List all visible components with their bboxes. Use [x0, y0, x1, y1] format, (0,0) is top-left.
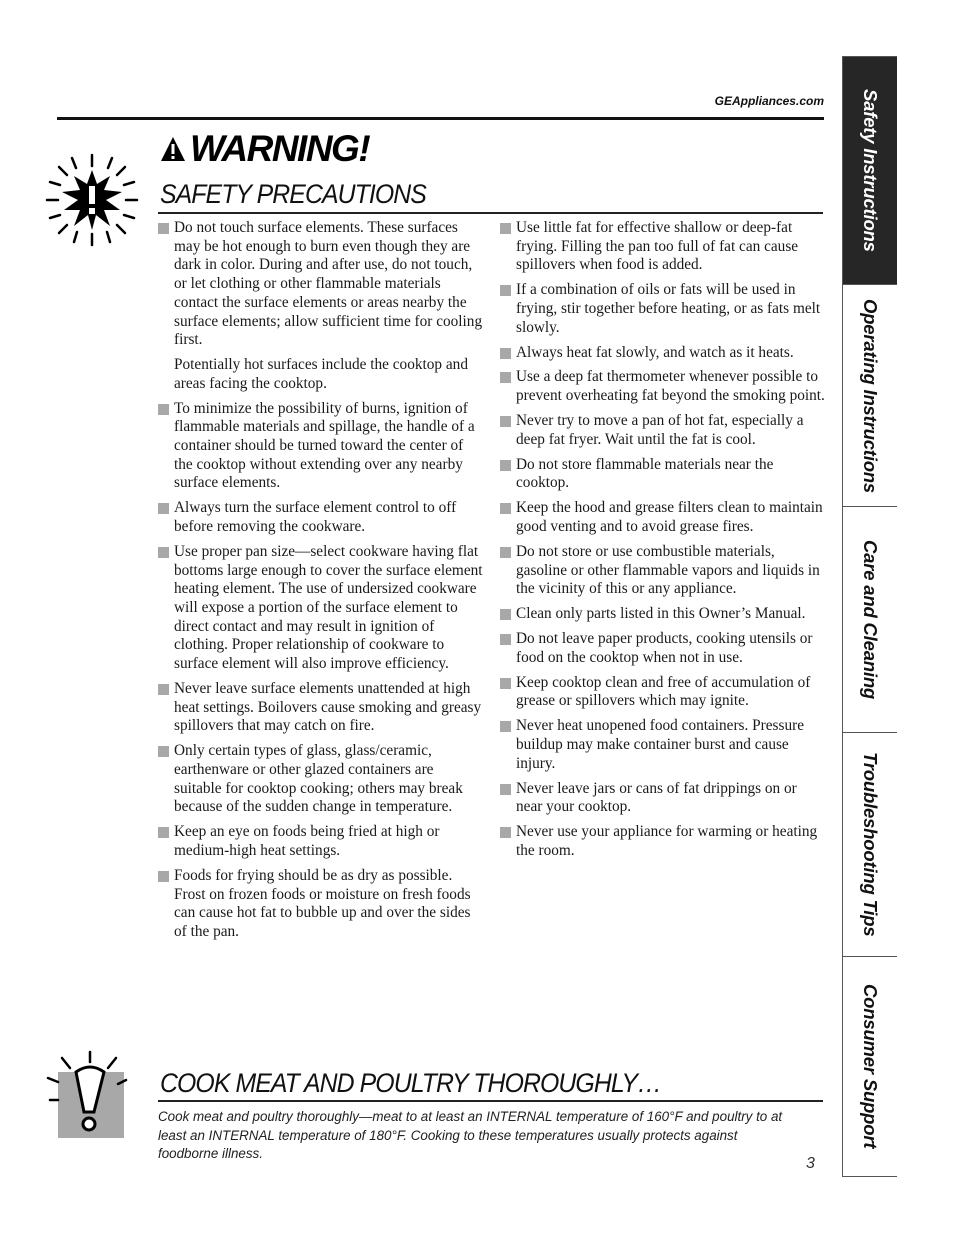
- safety-item-text: Only certain types of glass, glass/ceramic, earthenware or other glazed containers are suitable for cooktop cooking; others may break because of the sudden change in temperature.: [174, 742, 463, 816]
- safety-item-text: Use little fat for effective shallow or deep-fat frying. Filling the pan too full of fat can cause spillovers when food is added.: [516, 219, 799, 274]
- square-bullet-icon: [500, 609, 511, 620]
- square-bullet-icon: [158, 223, 169, 234]
- square-bullet-icon: [158, 503, 169, 514]
- cook-rule: [158, 1100, 823, 1102]
- safety-item-text: To minimize the possibility of burns, ignition of flammable materials and spillage, the handle of a container should be turned toward the center of the cooktop without extending over any nearby surface elements.: [174, 399, 475, 492]
- safety-item-text: Clean only parts listed in this Owner’s Manual.: [516, 605, 806, 623]
- tab-label: Safety Instructions: [860, 89, 881, 252]
- safety-item-text: Foods for frying should be as dry as possible. Frost on frozen foods or moisture on fresh foods can cause hot fat to bubble up and over the sides of the pan.: [174, 866, 471, 940]
- website-url: GEAppliances.com: [714, 94, 824, 108]
- tab-label: Care and Cleaning: [860, 539, 881, 700]
- safety-item: [500, 717, 826, 773]
- safety-item: [158, 742, 484, 817]
- safety-item-text: Do not store or use combustible materials, gasoline or other flammable vapors and liquids in the vicinity of this or any appliance.: [516, 542, 820, 598]
- square-bullet-icon: [500, 285, 511, 296]
- safety-item: [500, 823, 826, 860]
- caution-exclamation-icon: [46, 1050, 128, 1140]
- safety-item: [500, 456, 826, 493]
- safety-item-text: Do not store flammable materials near the cooktop.: [516, 455, 774, 492]
- square-bullet-icon: [158, 827, 169, 838]
- safety-item: [158, 543, 484, 674]
- square-bullet-icon: [500, 503, 511, 514]
- safety-item-text: Never try to move a pan of hot fat, especially a deep fat fryer. Wait until the fat is cool.: [516, 412, 804, 448]
- cook-meat-text: Cook meat and poultry thoroughly—meat to at least an INTERNAL temperature of 160°F and poultry to at least an INTERNAL temperature of 180°F. Cooking to these temperatures usually protects against foodborne illness.: [158, 1109, 783, 1161]
- square-bullet-icon: [158, 547, 169, 558]
- safety-item: [500, 412, 826, 449]
- safety-item: [158, 680, 484, 736]
- safety-item-text: Keep cooktop clean and free of accumulation of grease or spillovers which may ignite.: [516, 673, 811, 710]
- safety-item: [500, 219, 826, 275]
- square-bullet-icon: [500, 547, 511, 558]
- square-bullet-icon: [500, 784, 511, 795]
- tab-care-and-cleaning[interactable]: [843, 507, 897, 733]
- square-bullet-icon: [500, 634, 511, 645]
- safety-column-right: [500, 219, 826, 867]
- tab-safety-instructions[interactable]: [843, 57, 897, 285]
- safety-item: [500, 499, 826, 536]
- safety-precautions-heading: SAFETY PRECAUTIONS: [160, 179, 426, 209]
- safety-item: [500, 780, 826, 817]
- square-bullet-icon: [500, 827, 511, 838]
- header-rule: [57, 117, 824, 120]
- safety-item: [158, 400, 484, 494]
- safety-item: [158, 219, 484, 393]
- explosion-warning-icon: [44, 152, 140, 248]
- cook-meat-heading: COOK MEAT AND POULTRY THOROUGHLY…: [160, 1068, 662, 1098]
- warning-title-text: WARNING!: [190, 128, 370, 169]
- tab-label: Operating Instructions: [860, 298, 881, 493]
- safety-item: [500, 344, 826, 363]
- safety-item: [500, 281, 826, 337]
- safety-item-text: Never use your appliance for warming or heating the room.: [516, 823, 818, 859]
- safety-column-left: [158, 219, 484, 948]
- square-bullet-icon: [500, 721, 511, 732]
- safety-item-text: Never leave surface elements unattended at high heat settings. Boilovers cause smoking and greasy spillovers that may catch on fire.: [174, 679, 482, 735]
- tab-consumer-support[interactable]: [843, 957, 897, 1176]
- square-bullet-icon: [500, 460, 511, 471]
- safety-item-text: Always turn the surface element control to off before removing the cookware.: [174, 499, 457, 535]
- square-bullet-icon: [500, 372, 511, 383]
- safety-item-text: Never leave jars or cans of fat drippings on or near your cooktop.: [516, 779, 797, 816]
- safety-item: [500, 368, 826, 405]
- section-rule: [158, 212, 823, 214]
- square-bullet-icon: [500, 223, 511, 234]
- safety-item: [500, 543, 826, 599]
- safety-item: [158, 823, 484, 860]
- tab-operating-instructions[interactable]: [843, 285, 897, 507]
- safety-item: [500, 674, 826, 711]
- tab-label: Troubleshooting Tips: [860, 752, 881, 937]
- safety-item-text: Potentially hot surfaces include the cooktop and areas facing the cooktop.: [174, 355, 468, 392]
- safety-item: [500, 605, 826, 624]
- safety-item-text: Never heat unopened food containers. Pressure buildup may make container burst and cause injury.: [516, 717, 804, 772]
- safety-item-text: Do not touch surface elements. These surfaces may be hot enough to burn even though they are dark in color. During and after use, do not touch, or let clothing or other flammable materials contact the surface elements or areas nearby the surface elements; allow sufficient time for cooling first.: [174, 219, 483, 349]
- square-bullet-icon: [500, 678, 511, 689]
- safety-item-text: Keep an eye on foods being fried at high or medium-high heat settings.: [174, 823, 440, 859]
- square-bullet-icon: [500, 348, 511, 359]
- safety-item: [158, 499, 484, 536]
- square-bullet-icon: [158, 404, 169, 415]
- page-number: 3: [806, 1155, 815, 1172]
- safety-item: [158, 867, 484, 942]
- safety-item-text: Always heat fat slowly, and watch as it heats.: [516, 343, 794, 361]
- square-bullet-icon: [158, 684, 169, 695]
- safety-item-text: Use a deep fat thermometer whenever possible to prevent overheating fat beyond the smoking point.: [516, 368, 825, 405]
- safety-item-text: Use proper pan size—select cookware having flat bottoms large enough to cover the surface element heating element. The use of undersized cookware will expose a portion of the surface element to direct contact and may result in ignition of clothing. Proper relationship of cookware to surface element will also improve efficiency.: [174, 542, 483, 673]
- warning-title: [160, 128, 369, 170]
- safety-item-text: Do not leave paper products, cooking utensils or food on the cooktop when not in use.: [516, 630, 813, 666]
- square-bullet-icon: [500, 416, 511, 427]
- safety-item-text: Keep the hood and grease filters clean to maintain good venting and to avoid grease fires.: [516, 499, 823, 535]
- square-bullet-icon: [158, 746, 169, 757]
- safety-item-text: If a combination of oils or fats will be used in frying, stir together before heating, or as fats melt slowly.: [516, 281, 821, 336]
- square-bullet-icon: [158, 871, 169, 882]
- tab-troubleshooting-tips[interactable]: [843, 733, 897, 957]
- section-tabs: [842, 56, 897, 1177]
- tab-label: Consumer Support: [860, 984, 881, 1149]
- safety-item: [500, 630, 826, 667]
- warning-triangle-icon: [160, 135, 186, 163]
